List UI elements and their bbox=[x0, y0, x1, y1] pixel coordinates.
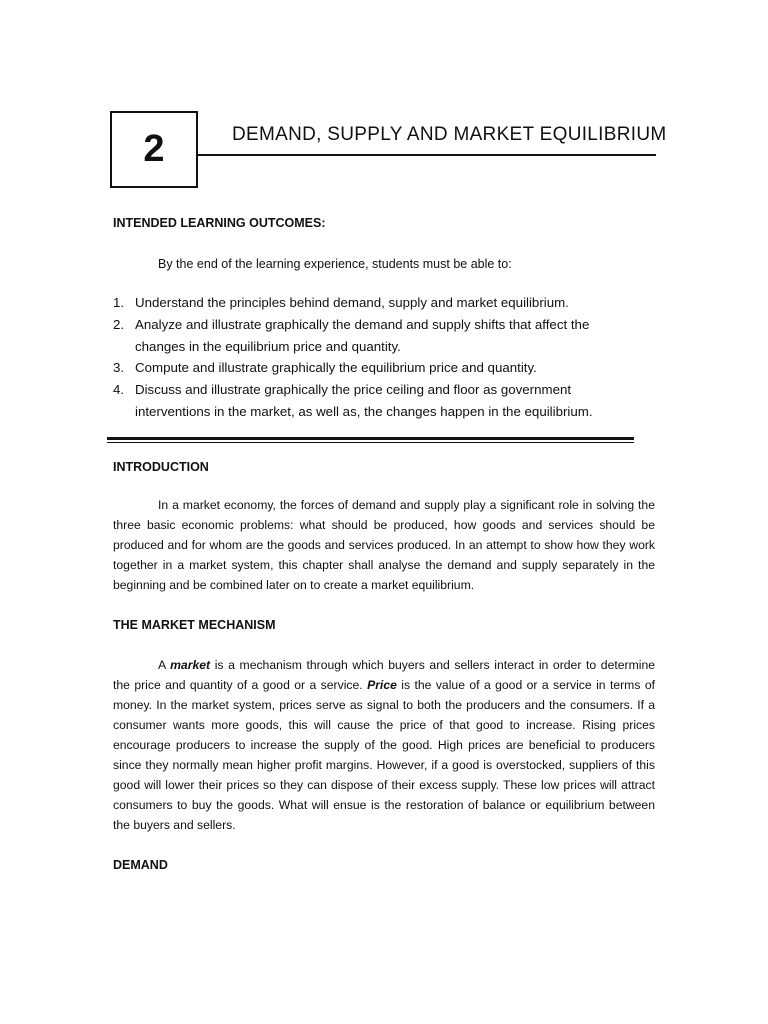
learning-outcomes-list bbox=[113, 292, 633, 423]
paragraph-text: A bbox=[158, 658, 171, 672]
learning-outcomes-lead: By the end of the learning experience, students must be able to: bbox=[158, 257, 512, 271]
outcome-item bbox=[113, 379, 633, 423]
chapter-number-box bbox=[110, 111, 198, 188]
introduction-paragraph: In a market economy, the forces of demand and supply play a significant role in solving the three basic economic problems: what should be produced, how goods and services should be produced and for whom are the goods and services produced. In an attempt to show how they work together in a market system, this chapter shall analyse the demand and supply separately in the beginning and be combined later on to create a market equilibrium. bbox=[113, 498, 655, 592]
term-market: market bbox=[170, 658, 211, 672]
outcome-text: Discuss and illustrate graphically the price ceiling and floor as government interventions in the market, as well as, the changes happen in the equilibrium. bbox=[135, 382, 593, 419]
chapter-number: 2 bbox=[143, 128, 165, 170]
outcome-text: Analyze and illustrate graphically the demand and supply shifts that affect the changes in the equilibrium price and quantity. bbox=[135, 316, 590, 354]
outcome-text: Understand the principles behind demand, supply and market equilibrium. bbox=[135, 295, 569, 310]
outcome-number: 2. bbox=[113, 316, 125, 332]
demand-heading: DEMAND bbox=[113, 858, 168, 872]
chapter-title: DEMAND, SUPPLY AND MARKET EQUILIBRIUM bbox=[232, 124, 667, 145]
market-mechanism-paragraph bbox=[113, 655, 655, 835]
outcome-number: 3. bbox=[113, 360, 125, 376]
outcome-item bbox=[113, 314, 633, 358]
outcome-number: 1. bbox=[113, 295, 125, 310]
section-divider bbox=[107, 437, 634, 443]
introduction-heading: INTRODUCTION bbox=[113, 460, 209, 474]
term-price: Price bbox=[367, 678, 397, 692]
outcome-item bbox=[113, 357, 633, 379]
learning-outcomes-heading: INTENDED LEARNING OUTCOMES: bbox=[113, 216, 326, 230]
paragraph-text: is a mechanism through which buyers and sellers interact in order to determine the price and quantity of a good or a service. bbox=[113, 658, 655, 692]
paragraph-text: is the value of a good or a service in terms of money. In the market system, prices serve as signal to both the producers and the consumers. If a consumer wants more goods, this will cause the price of that good to increase. Rising prices encourage producers to increase the supply of the good. High prices are beneficial to producers since they normally mean higher profit margins. However, if a good is overstocked, suppliers of this good will lower their prices so they can dispose of their excess supply. These low prices will attract consumers to buy the goods. What will ensue is the restoration of balance or equilibrium between the buyers and sellers. bbox=[113, 678, 655, 832]
chapter-title-rule bbox=[196, 154, 656, 156]
outcome-text: Compute and illustrate graphically the equilibrium price and quantity. bbox=[135, 360, 537, 376]
outcome-item bbox=[113, 292, 633, 314]
market-mechanism-heading: THE MARKET MECHANISM bbox=[113, 618, 276, 632]
outcome-number: 4. bbox=[113, 382, 125, 398]
